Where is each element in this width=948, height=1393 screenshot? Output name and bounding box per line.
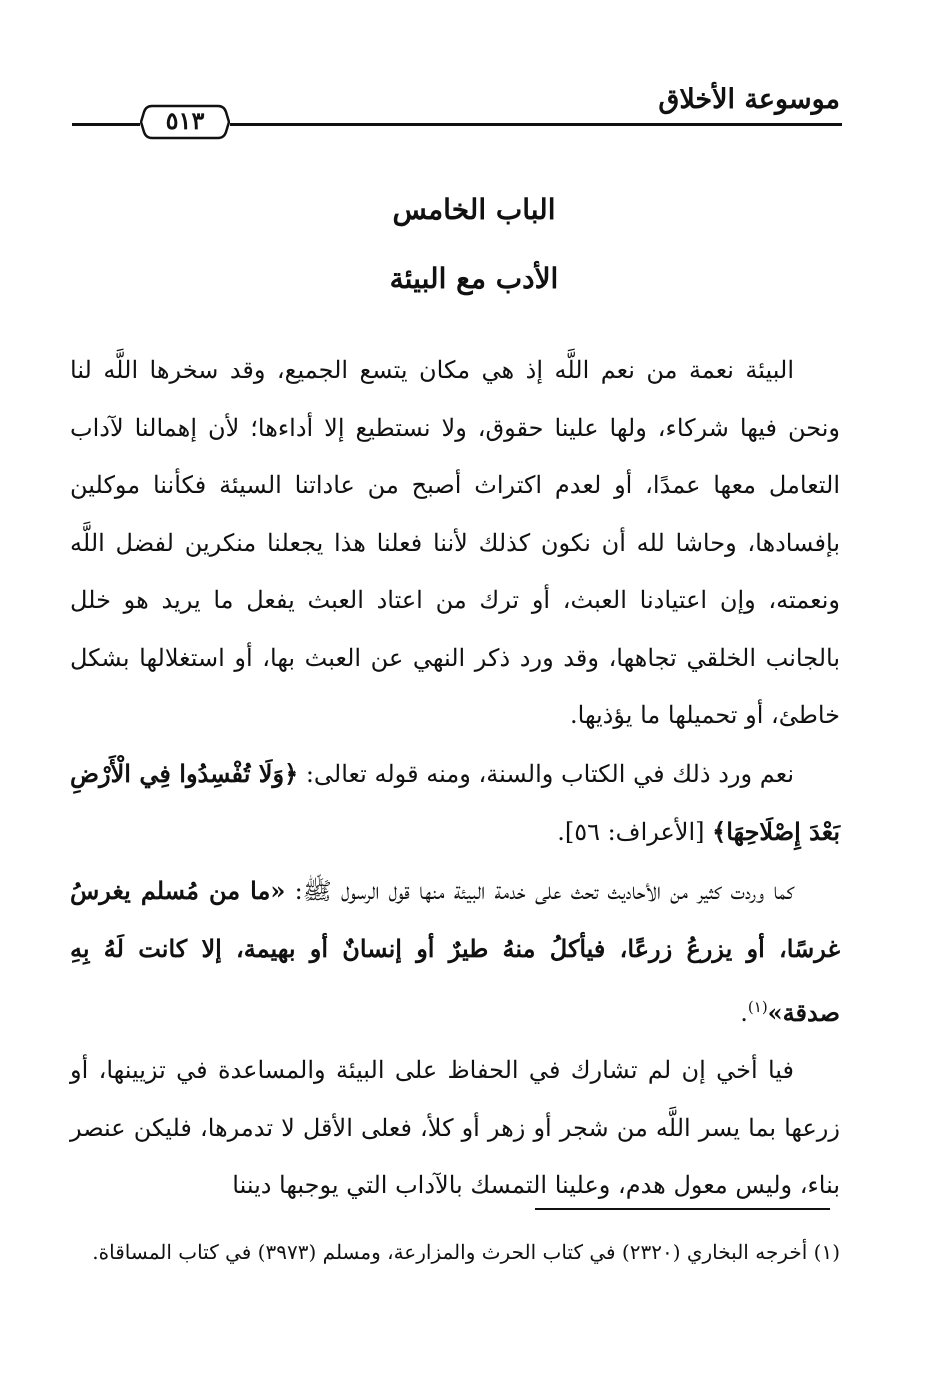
body-text [70,342,840,1215]
footnote: (١) أخرجه البخاري (٢٣٢٠) في كتاب الحرث والمزارعة، ومسلم (٣٩٧٣) في كتاب المساقاة. [92,1240,840,1264]
paragraph-3-end: . [740,998,748,1027]
paragraph-2 [70,745,840,862]
page-number: ٥١٣ [165,106,205,135]
page-number-frame [140,102,230,142]
paragraph-4: فيا أخي إن لم تشارك في الحفاظ على البيئة والمساعدة في تزيينها، أو زرعها بما يسر اللَّه من شجر أو زهر أو كلأ، فعلى الأقل لا تدمرها، فليكن عنصر بناء، وليس معول هدم، وعلينا التمسك بالآداب التي يوجبها ديننا [70,1056,840,1199]
paragraph-3-intro: كما وردت كثير من الأحاديث تحث على خدمة البيئة منها قول الرسول ﷺ: [285,876,794,905]
hadith-text: «ما من مُسلم يغرسُ غرسًا، أو يزرعُ زرعًا، فيأكلُ منهُ طيرٌ أو إنسانٌ أو بهيمة، إلا كانت لَهُ بِهِ صدقة» [70,875,840,1027]
paragraph-3 [70,862,840,1043]
paragraph-1: البيئة نعمة من نعم اللَّه إذ هي مكان يتسع الجميع، وقد سخرها اللَّه لنا ونحن فيها شركاء، ولها علينا حقوق، ولا نستطيع إلا أداءها؛ لأن إهمالنا لآداب التعامل معها عمدًا، أو لعدم اكتراث أصبح من عاداتنا السيئة فكأننا موكلين بإفسادها، وحاشا لله أن نكون كذلك لأننا فعلنا هذا يجعلنا منكرين لفضل اللَّه ونعمته، وإن اعتيادنا العبث، أو ترك من اعتاد العبث يفعل ما يريد هو خلل بالجانب الخلقي تجاهها، وقد ورد ذكر النهي عن العبث بها، أو استغلالها بشكل خاطئ، أو تحميلها ما يؤذيها. [70,356,840,729]
footnote-rule [535,1208,830,1210]
section-title: الأدب مع البيئة [389,262,559,295]
footnote-marker[interactable]: (١) [747,997,768,1016]
chapter-title: الباب الخامس [392,193,556,226]
paragraph-2-intro: نعم ورد ذلك في الكتاب والسنة، ومنه قوله تعالى: [298,759,794,788]
verse-reference: [الأعراف: ٥٦]. [557,818,713,846]
quran-verse: ﴿وَلَا تُفْسِدُوا فِي الْأَرْضِ بَعْدَ إِصْلَاحِهَا﴾ [70,758,840,846]
running-title: موسوعة الأخلاق [658,84,840,115]
